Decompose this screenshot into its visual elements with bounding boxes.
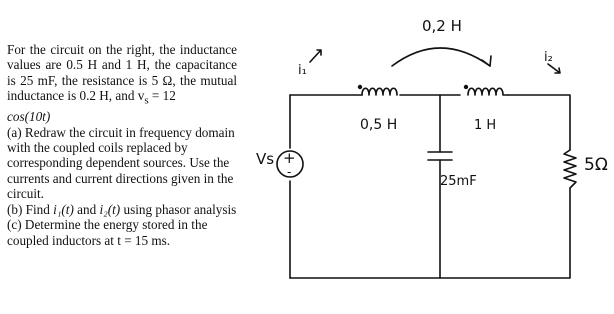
part-b-and: and <box>73 201 100 217</box>
i1-arrow <box>310 50 321 62</box>
cap-label: 25mF <box>440 174 477 189</box>
problem-intro <box>7 42 237 125</box>
problem-statement <box>7 42 237 248</box>
part-b-suffix: using phasor analysis <box>120 201 237 217</box>
source-minus: - <box>287 165 292 179</box>
mutual-arrow <box>392 48 490 66</box>
wire-bottom <box>290 188 570 278</box>
wire-top-right <box>508 95 570 150</box>
intro-cos: cos(10t) <box>7 109 51 125</box>
inductor-l2 <box>468 88 508 95</box>
res-label: 5Ω <box>584 155 608 175</box>
circuit-diagram <box>250 0 614 314</box>
mutual-label: 0,2 H <box>422 17 462 35</box>
part-c: (c) Determine the energy stored in the coupled inductors at t = 15 ms. <box>7 217 208 248</box>
i2-arrow <box>548 64 560 73</box>
part-b-i1: i₁(t) <box>53 201 74 217</box>
source-label: Vs <box>256 150 275 168</box>
intro-tail: = 12 <box>148 88 176 104</box>
i2-label: i₂ <box>544 50 553 65</box>
resistor <box>564 150 576 188</box>
source-plus: + <box>283 149 296 167</box>
inductor-l1 <box>362 88 397 95</box>
dot-l2 <box>464 85 468 89</box>
l2-label: 1 H <box>474 118 497 133</box>
i1-label: i₁ <box>298 63 307 78</box>
dot-l1 <box>358 85 362 89</box>
part-a: (a) Redraw the circuit in frequency domain with the coupled coils replaced by corresponding dependent sources. Use the currents and current directions given in the circuit. <box>7 124 235 202</box>
part-b <box>7 202 237 217</box>
intro-subscript: s <box>144 94 149 107</box>
intro-text: For the circuit on the right, the inductance values are 0.5 H and 1 H, the capacitance is 25 mF, the resistance is 5 Ω, the mutual inductance is 0.2 H, and v <box>7 42 237 104</box>
part-b-i2: i₂(t) <box>99 201 121 217</box>
part-b-prefix: (b) Find <box>7 201 54 217</box>
l1-label: 0,5 H <box>360 117 398 133</box>
